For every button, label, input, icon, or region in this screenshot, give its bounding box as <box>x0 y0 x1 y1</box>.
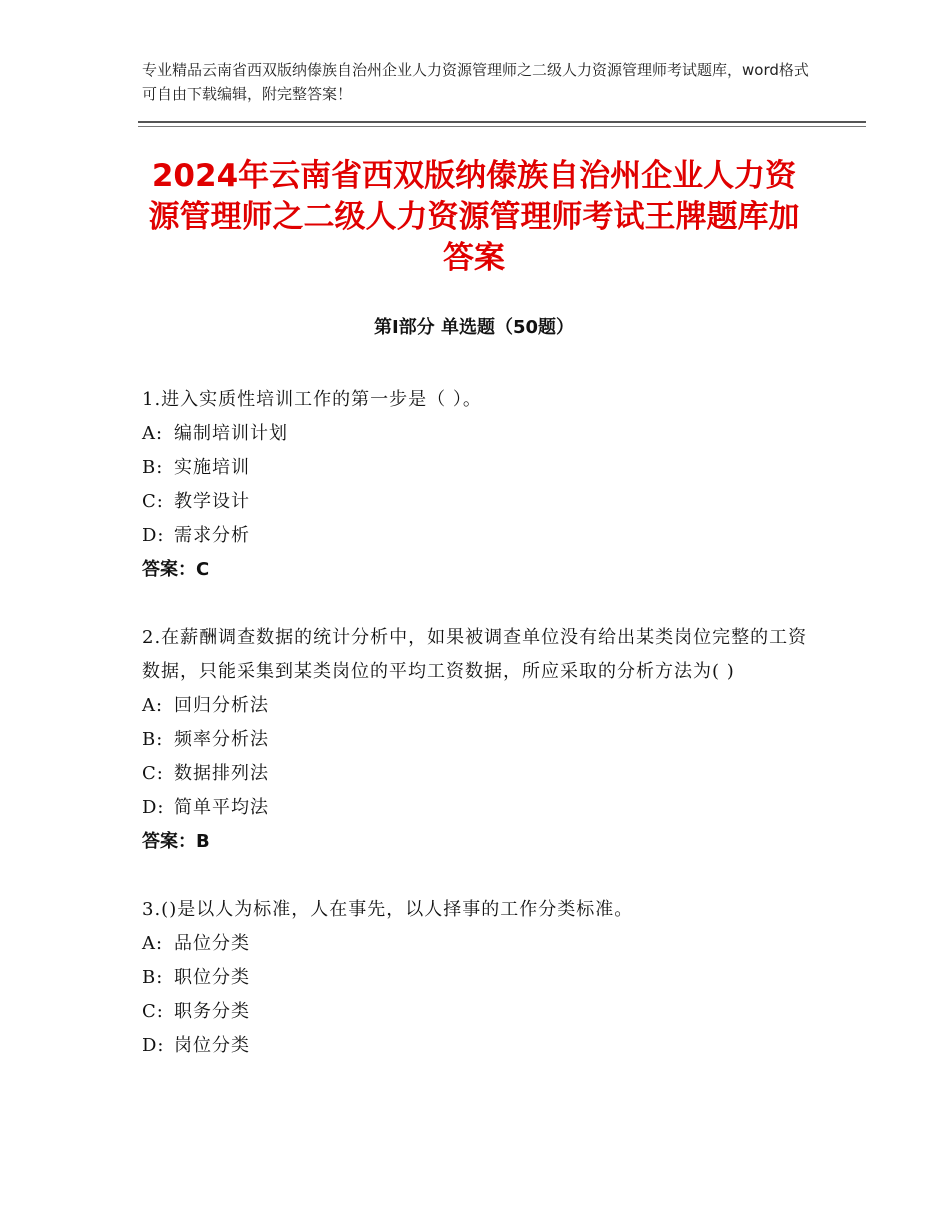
option-d <box>142 1029 812 1063</box>
option-c <box>142 485 812 519</box>
option-letter: A: <box>142 933 164 954</box>
option-a <box>142 417 812 451</box>
option-letter: A: <box>142 695 164 716</box>
option-b <box>142 451 812 485</box>
option-letter: D: <box>142 525 165 546</box>
question-list <box>142 383 812 1097</box>
option-text: 岗位分类 <box>174 1035 250 1056</box>
option-letter: B: <box>142 729 164 750</box>
option-letter: C: <box>142 763 164 784</box>
question-stem: 1.进入实质性培训工作的第一步是（ ）。 <box>142 389 482 410</box>
option-b <box>142 723 812 757</box>
option-d <box>142 519 812 553</box>
option-text: 简单平均法 <box>174 797 269 818</box>
answer-line: 答案：C <box>142 559 210 580</box>
option-text: 编制培训计划 <box>174 423 288 444</box>
option-d <box>142 791 812 825</box>
option-text: 实施培训 <box>174 457 250 478</box>
option-c <box>142 995 812 1029</box>
question-stem: 3.()是以人为标准，人在事先，以人择事的工作分类标准。 <box>142 899 634 920</box>
question-3 <box>142 893 812 1063</box>
option-letter: C: <box>142 1001 164 1022</box>
option-a <box>142 927 812 961</box>
header-divider-thin <box>138 126 866 127</box>
header-note: 专业精品云南省西双版纳傣族自治州企业人力资源管理师之二级人力资源管理师考试题库，word格式可自由下载编辑，附完整答案！ <box>142 61 809 103</box>
option-letter: D: <box>142 797 165 818</box>
option-c <box>142 757 812 791</box>
answer-line: 答案：B <box>142 831 210 852</box>
option-letter: B: <box>142 967 164 988</box>
option-a <box>142 689 812 723</box>
option-letter: B: <box>142 457 164 478</box>
option-b <box>142 961 812 995</box>
option-text: 教学设计 <box>174 491 250 512</box>
option-text: 职位分类 <box>174 967 250 988</box>
option-text: 频率分析法 <box>174 729 269 750</box>
option-letter: A: <box>142 423 164 444</box>
document-title: 2024年云南省西双版纳傣族自治州企业人力资源管理师之二级人力资源管理师考试王牌题库加答案 <box>148 158 800 276</box>
option-text: 数据排列法 <box>174 763 269 784</box>
option-text: 需求分析 <box>174 525 250 546</box>
option-text: 回归分析法 <box>174 695 269 716</box>
option-text: 品位分类 <box>174 933 250 954</box>
header-divider-thick <box>138 121 866 123</box>
question-2 <box>142 621 812 859</box>
option-letter: D: <box>142 1035 165 1056</box>
section-heading: 第Ⅰ部分 单选题（50题） <box>373 317 574 338</box>
option-text: 职务分类 <box>174 1001 250 1022</box>
option-letter: C: <box>142 491 164 512</box>
question-stem: 2.在薪酬调查数据的统计分析中，如果被调查单位没有给出某类岗位完整的工资数据，只能采集到某类岗位的平均工资数据，所应采取的分析方法为( ) <box>142 627 808 682</box>
question-1 <box>142 383 812 587</box>
